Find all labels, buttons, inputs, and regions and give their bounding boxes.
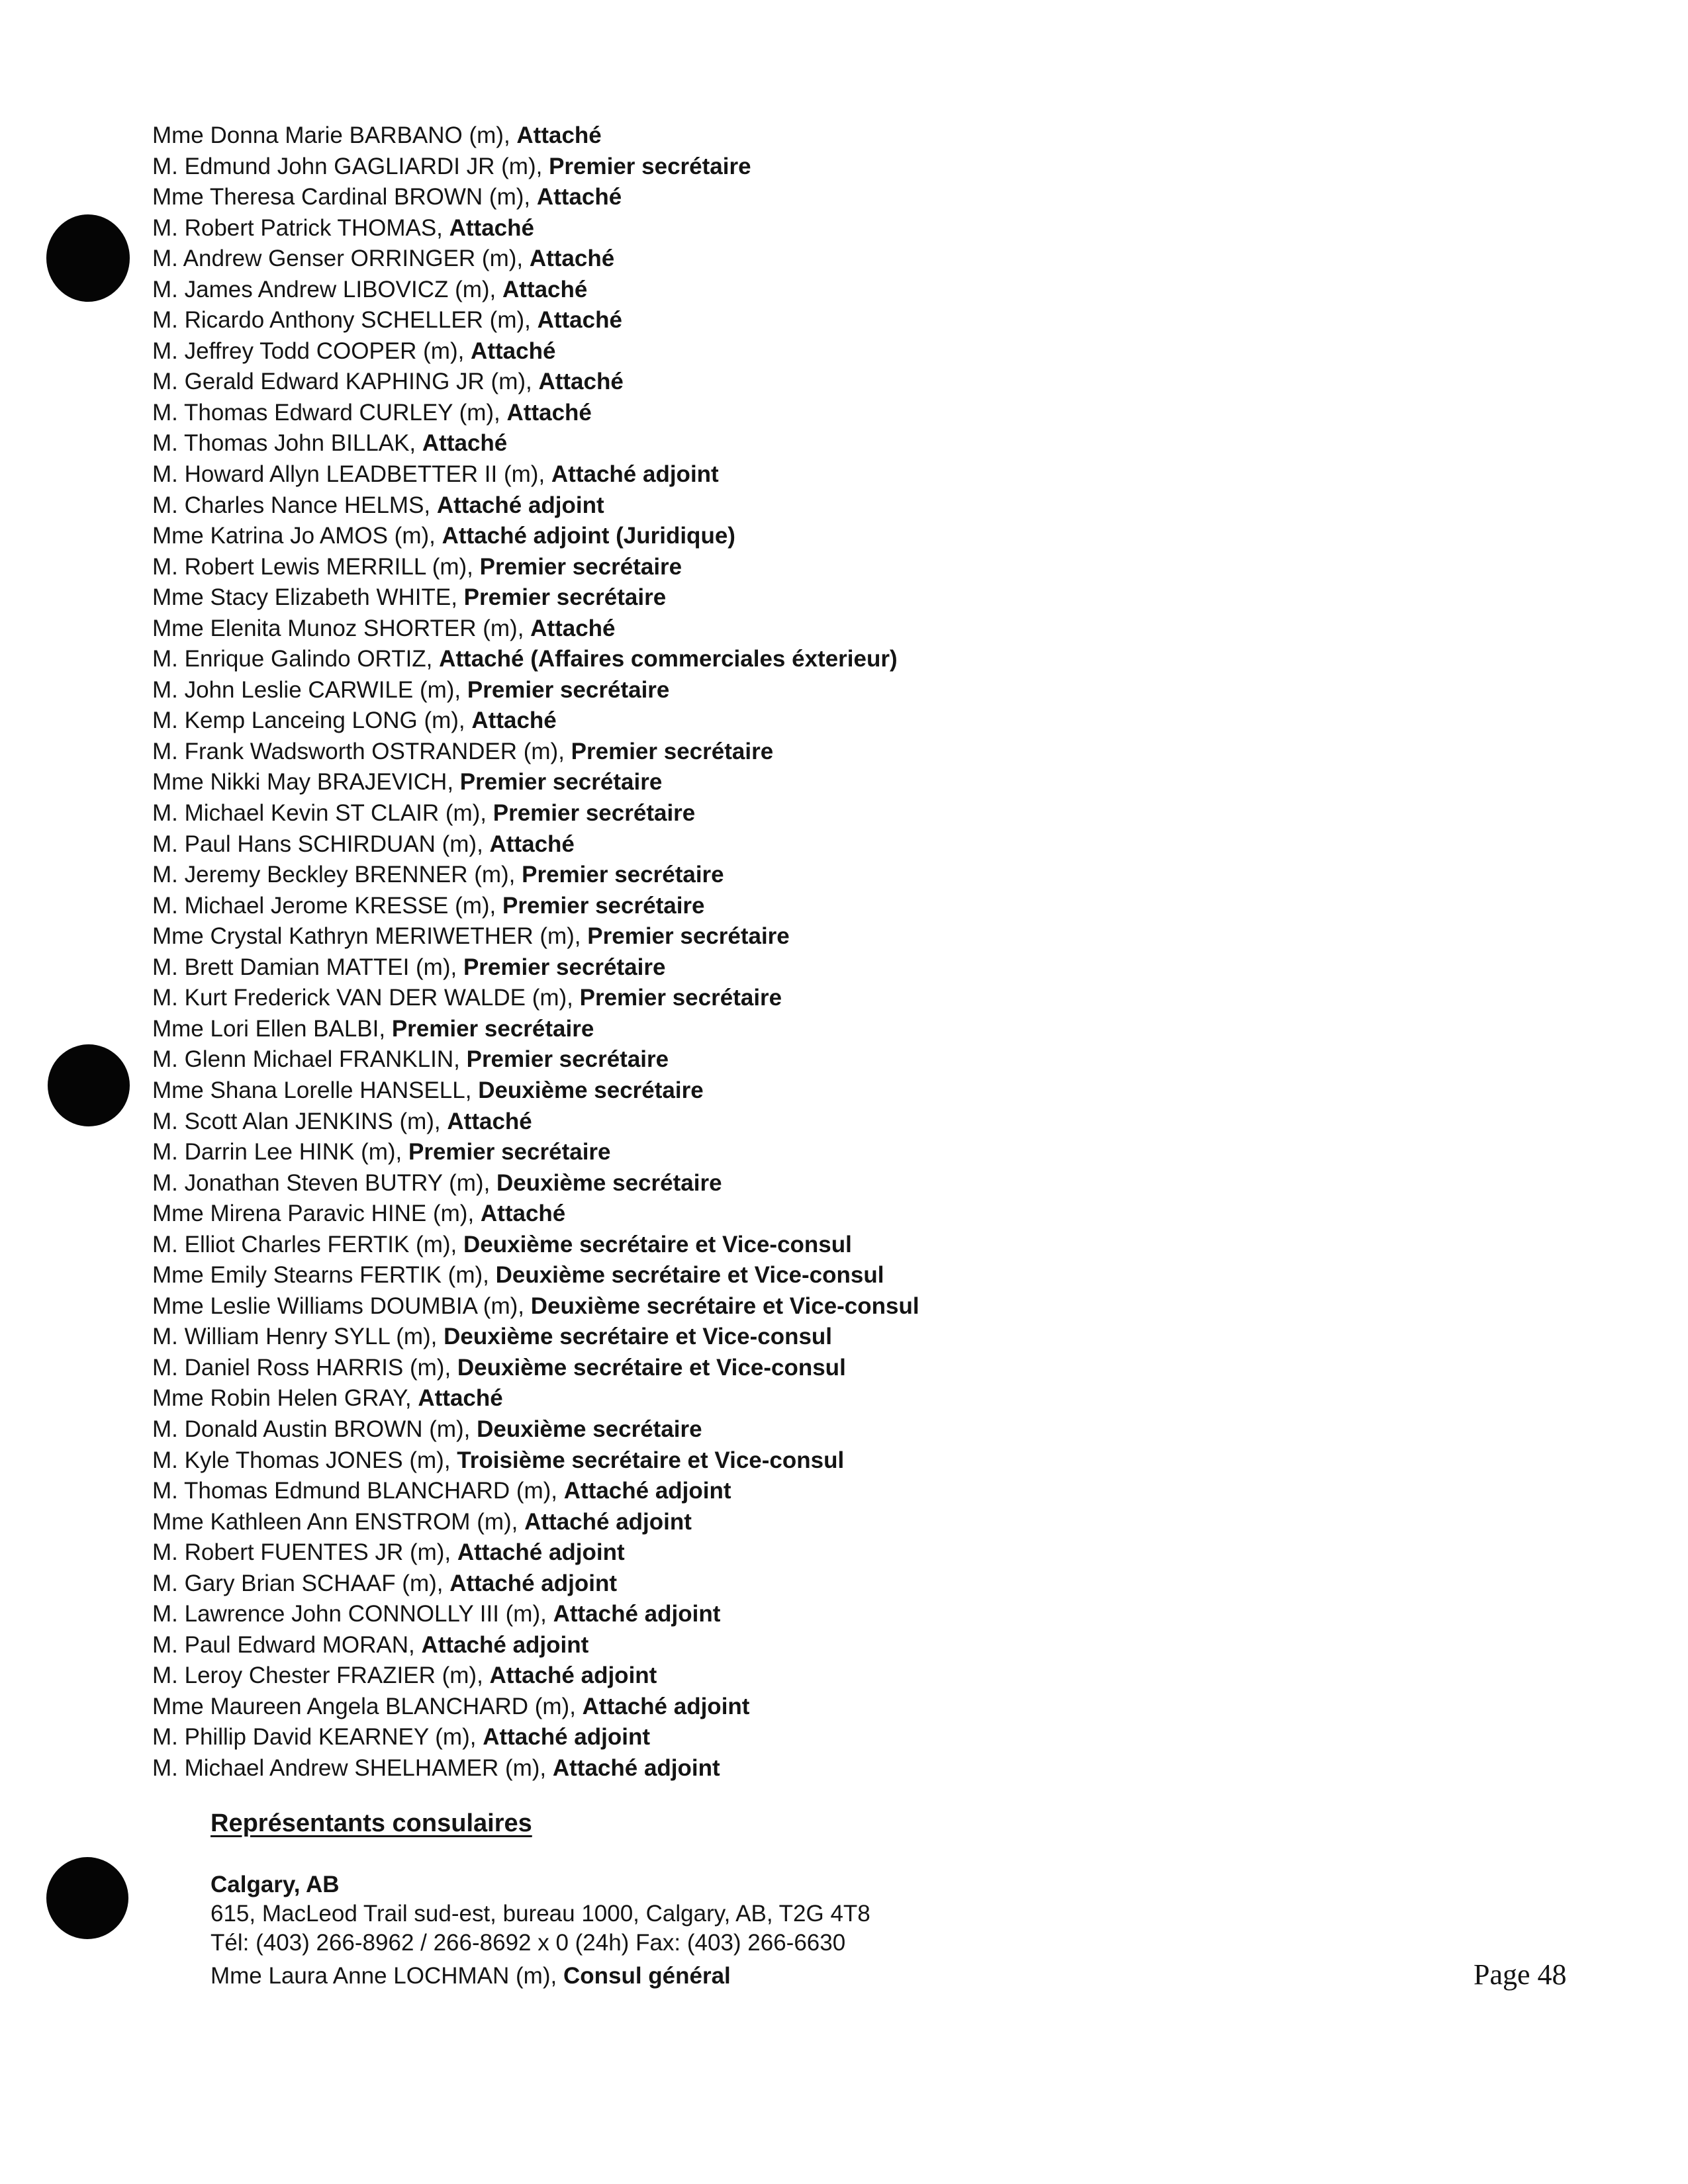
staff-row [152,244,1410,275]
staff-title: Premier secrétaire [492,800,696,827]
staff-title: Premier secrétaire [502,892,705,919]
staff-row [152,891,1410,922]
staff-row [152,952,1410,983]
staff-title: Deuxième secrétaire [478,1077,704,1103]
staff-title: Attaché [471,707,557,734]
staff-row [152,1569,1410,1600]
punch-hole [46,214,130,302]
staff-title: Attaché adjoint [421,1631,589,1658]
staff-name: Mme Leslie Williams DOUMBIA (m), [152,1293,531,1319]
staff-row [152,428,1410,459]
staff-row [152,614,1410,645]
staff-row [152,921,1410,952]
staff-name: M. Thomas John BILLAK, [152,430,422,457]
staff-title: Attaché adjoint [449,1570,618,1596]
staff-row [152,1291,1410,1322]
staff-title: Premier secrétaire [463,954,666,980]
staff-name: M. Frank Wadsworth OSTRANDER (m), [152,738,571,764]
staff-title: Premier secrétaire [391,1015,594,1042]
staff-row [152,798,1410,829]
staff-name: M. Darrin Lee HINK (m), [152,1139,408,1165]
consulate-official [211,1962,870,1991]
staff-row [152,1753,1410,1784]
staff-row [152,275,1410,306]
staff-row [152,1137,1410,1168]
staff-row [152,705,1410,737]
staff-name: Mme Katrina Jo AMOS (m), [152,523,442,549]
staff-name: M. Daniel Ross HARRIS (m), [152,1354,457,1381]
staff-title: Attaché adjoint [551,461,719,488]
staff-name: Mme Theresa Cardinal BROWN (m), [152,184,537,210]
staff-title: Premier secrétaire [479,553,682,580]
staff-name: M. Robert Patrick THOMAS, [152,214,449,241]
staff-title: Attaché [471,338,556,364]
staff-row [152,860,1410,891]
staff-name: Mme Emily Stearns FERTIK (m), [152,1262,496,1289]
staff-name: M. John Leslie CARWILE (m), [152,676,467,703]
staff-title: Premier secrétaire [571,738,774,764]
staff-title: Attaché [449,214,534,241]
staff-name: Mme Lori Ellen BALBI, [152,1015,392,1042]
staff-name: M. Scott Alan JENKINS (m), [152,1108,447,1134]
staff-name: M. Paul Hans SCHIRDUAN (m), [152,831,490,857]
staff-name: M. Kemp Lanceing LONG (m), [152,707,472,734]
staff-row [152,1260,1410,1291]
staff-title: Attaché [422,430,508,457]
official-name: Mme Laura Anne LOCHMAN (m), [211,1963,563,1989]
consulate-phone: Tél: (403) 266-8962 / 266-8692 x 0 (24h) Fax: (403) 266-6630 [211,1930,846,1956]
staff-title: Deuxième secrétaire et Vice-consul [530,1293,919,1319]
staff-name: M. Phillip David KEARNEY (m), [152,1724,483,1751]
staff-name: M. Charles Nance HELMS, [152,492,437,518]
staff-row [152,490,1410,522]
staff-row [152,1537,1410,1569]
staff-row [152,367,1410,398]
staff-title: Attaché adjoint [582,1693,750,1719]
staff-name: M. Jeremy Beckley BRENNER (m), [152,862,522,888]
staff-row [152,1383,1410,1414]
staff-row [152,737,1410,768]
staff-name: M. Edmund John GAGLIARDI JR (m), [152,153,549,179]
staff-title: Attaché adjoint [553,1601,721,1627]
staff-row [152,1353,1410,1384]
staff-name: M. Enrique Galindo ORTIZ, [152,646,440,672]
staff-name: Mme Nikki May BRAJEVICH, [152,769,460,796]
staff-name: Mme Mirena Paravic HINE (m), [152,1201,481,1227]
staff-name: M. Lawrence John CONNOLLY III (m), [152,1601,553,1627]
staff-name: M. Glenn Michael FRANKLIN, [152,1046,467,1073]
staff-row [152,1075,1410,1107]
staff-title: Attaché adjoint [489,1662,657,1689]
staff-title: Attaché [529,246,615,272]
staff-name: M. Thomas Edmund BLANCHARD (m), [152,1478,564,1504]
staff-title: Attaché [516,122,602,148]
consulate-address: 615, MacLeod Trail sud-est, bureau 1000, Calgary, AB, T2G 4T8 [211,1901,870,1927]
staff-name: M. Andrew Genser ORRINGER (m), [152,246,530,272]
staff-name: M. Brett Damian MATTEI (m), [152,954,463,980]
staff-name: M. Elliot Charles FERTIK (m), [152,1231,463,1257]
staff-title: Deuxième secrétaire et Vice-consul [457,1354,846,1381]
staff-name: Mme Stacy Elizabeth WHITE, [152,584,464,611]
staff-row [152,521,1410,552]
staff-name: M. Jeffrey Todd COOPER (m), [152,338,471,364]
staff-title: Premier secrétaire [459,769,663,796]
staff-row [152,182,1410,213]
staff-title: Attaché adjoint [436,492,604,518]
staff-name: M. Paul Edward MORAN, [152,1631,422,1658]
staff-title: Premier secrétaire [466,1046,669,1073]
staff-name: M. James Andrew LIBOVICZ (m), [152,276,502,302]
staff-name: M. Kyle Thomas JONES (m), [152,1447,457,1473]
staff-title: Attaché adjoint [483,1724,650,1751]
staff-title: Attaché [506,399,592,426]
staff-title: Attaché [489,831,575,857]
punch-hole [48,1044,130,1126]
staff-title: Attaché [538,369,624,395]
staff-row [152,1630,1410,1661]
staff-row [152,152,1410,183]
staff-title: Attaché [537,307,622,334]
staff-row [152,213,1410,244]
staff-title: Attaché [480,1201,566,1227]
page-number: Page 48 [1474,1958,1567,1991]
consulate-entry [211,1870,870,1991]
staff-row [152,1507,1410,1538]
staff-name: M. Thomas Edward CURLEY (m), [152,399,507,426]
staff-name: M. Jonathan Steven BUTRY (m), [152,1169,497,1196]
staff-row [152,305,1410,336]
staff-row [152,1107,1410,1138]
staff-name: Mme Donna Marie BARBANO (m), [152,122,517,148]
staff-title: Troisième secrétaire et Vice-consul [457,1447,845,1473]
staff-row [152,1722,1410,1753]
staff-title: Premier secrétaire [463,584,667,611]
staff-name: M. Michael Kevin ST CLAIR (m), [152,800,493,827]
staff-row [152,1476,1410,1507]
staff-title: Attaché [418,1385,503,1412]
staff-title: Attaché [502,276,588,302]
staff-list [152,120,1410,1784]
staff-title: Premier secrétaire [408,1139,611,1165]
staff-title: Deuxième secrétaire et Vice-consul [444,1324,833,1350]
staff-title: Attaché adjoint (Juridique) [442,523,735,549]
staff-name: M. Kurt Frederick VAN DER WALDE (m), [152,985,580,1011]
staff-name: Mme Elenita Munoz SHORTER (m), [152,615,531,641]
staff-row [152,459,1410,490]
staff-row [152,120,1410,152]
staff-title: Attaché (Affaires commerciales éxterieur) [439,646,898,672]
staff-row [152,767,1410,798]
staff-title: Attaché [530,615,616,641]
staff-title: Premier secrétaire [579,985,782,1011]
staff-row [152,1445,1410,1477]
staff-name: Mme Maureen Angela BLANCHARD (m), [152,1693,583,1719]
staff-title: Deuxième secrétaire [477,1416,702,1442]
staff-title: Premier secrétaire [587,923,790,950]
staff-name: M. William Henry SYLL (m), [152,1324,444,1350]
consulate-city: Calgary, AB [211,1872,340,1897]
staff-title: Attaché [447,1108,532,1134]
staff-row [152,398,1410,429]
staff-row [152,675,1410,706]
staff-title: Deuxième secrétaire et Vice-consul [495,1262,884,1289]
staff-row [152,1168,1410,1199]
staff-row [152,582,1410,614]
staff-name: M. Leroy Chester FRAZIER (m), [152,1662,490,1689]
staff-name: M. Donald Austin BROWN (m), [152,1416,477,1442]
staff-row [152,1322,1410,1353]
staff-name: M. Robert Lewis MERRILL (m), [152,553,480,580]
staff-title: Attaché adjoint [457,1539,625,1566]
staff-row [152,1044,1410,1075]
staff-title: Premier secrétaire [522,862,724,888]
staff-title: Attaché adjoint [552,1754,720,1781]
staff-row [152,1661,1410,1692]
staff-row [152,983,1410,1014]
staff-name: M. Ricardo Anthony SCHELLER (m), [152,307,538,334]
staff-title: Deuxième secrétaire et Vice-consul [463,1231,852,1257]
staff-name: Mme Kathleen Ann ENSTROM (m), [152,1508,525,1535]
staff-row [152,644,1410,675]
staff-title: Attaché [536,184,622,210]
staff-name: M. Gerald Edward KAPHING JR (m), [152,369,539,395]
staff-row [152,1199,1410,1230]
punch-hole [46,1857,128,1939]
staff-row [152,1599,1410,1630]
staff-row [152,1014,1410,1045]
staff-row [152,336,1410,367]
section-heading: Représentants consulaires [211,1809,532,1837]
staff-row [152,552,1410,583]
staff-title: Premier secrétaire [467,676,670,703]
staff-name: M. Gary Brian SCHAAF (m), [152,1570,450,1596]
staff-name: M. Howard Allyn LEADBETTER II (m), [152,461,551,488]
staff-name: M. Robert FUENTES JR (m), [152,1539,457,1566]
staff-row [152,829,1410,860]
staff-row [152,1230,1410,1261]
staff-name: Mme Shana Lorelle HANSELL, [152,1077,479,1103]
staff-row [152,1414,1410,1445]
staff-name: M. Michael Andrew SHELHAMER (m), [152,1754,553,1781]
staff-name: M. Michael Jerome KRESSE (m), [152,892,502,919]
staff-name: Mme Robin Helen GRAY, [152,1385,418,1412]
staff-title: Deuxième secrétaire [496,1169,722,1196]
staff-row [152,1692,1410,1723]
staff-title: Attaché adjoint [563,1478,731,1504]
staff-title: Attaché adjoint [524,1508,692,1535]
staff-title: Premier secrétaire [549,153,751,179]
staff-name: Mme Crystal Kathryn MERIWETHER (m), [152,923,588,950]
official-title: Consul général [563,1963,731,1989]
